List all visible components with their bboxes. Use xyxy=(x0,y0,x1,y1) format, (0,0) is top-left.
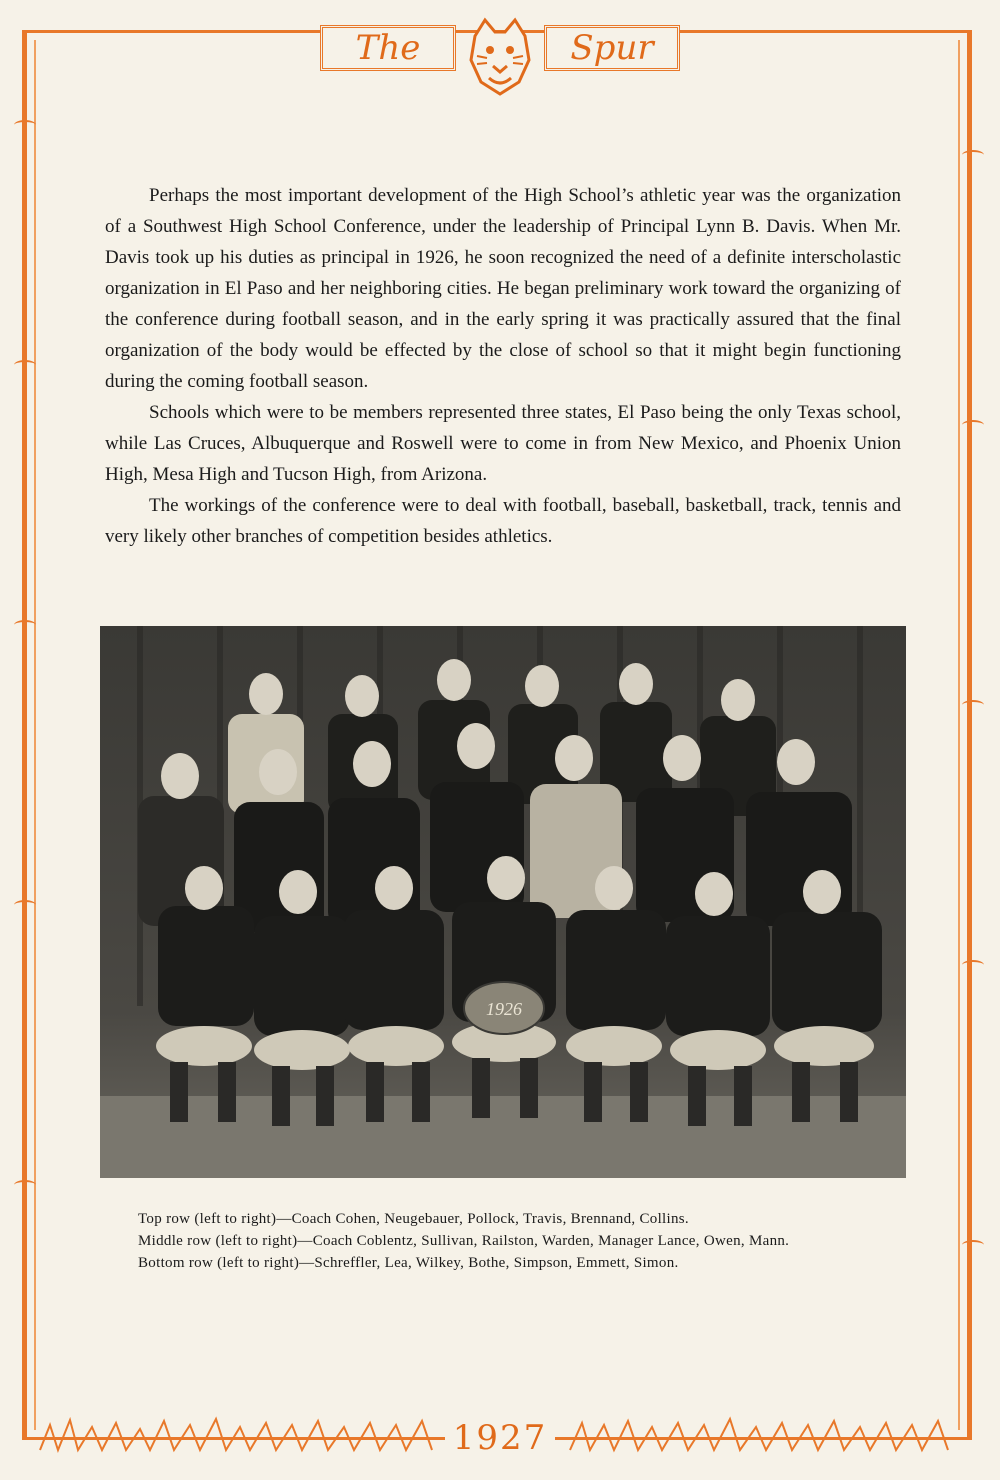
page-year: 1927 xyxy=(445,1418,555,1458)
article-body xyxy=(105,180,901,552)
leaf-icon xyxy=(962,1240,984,1250)
page-header xyxy=(320,18,680,78)
leaf-icon xyxy=(962,960,984,970)
header-title-right: Spur xyxy=(544,25,680,71)
caption-line: Bottom row (left to right)—Schreffler, Lea, Wilkey, Bothe, Simpson, Emmett, Simon. xyxy=(138,1255,679,1271)
photo-caption xyxy=(100,1208,906,1274)
leaf-icon xyxy=(14,620,36,630)
leaf-icon xyxy=(962,700,984,710)
leaf-icon xyxy=(962,150,984,160)
football-label: 1926 xyxy=(486,999,522,1019)
caption-line: Top row (left to right)—Coach Cohen, Neugebauer, Pollock, Travis, Brennand, Collins. xyxy=(138,1211,689,1227)
paragraph: Perhaps the most important development of the High School’s athletic year was the organization of a Southwest High School Conference, under the leadership of Principal Lynn B. Davis. When Mr. Davis took up his duties as principal in 1926, he soon recognized the need of a definite interscholastic organization in El Paso and her neighboring cities. He began preliminary work toward the organizing of the conference during football season, and in the early spring it was practically assured that the final organization of the body would be effected by the close of school so that it might begin functioning during the coming football season. xyxy=(105,185,901,392)
leaf-icon xyxy=(14,360,36,370)
team-photograph xyxy=(100,626,906,1178)
leaf-icon xyxy=(962,420,984,430)
team-photo-illustration xyxy=(100,626,906,1178)
paragraph: Schools which were to be members represented three states, El Paso being the only Texas school, while Las Cruces, Albuquerque and Roswell were to come in from New Mexico, and Phoenix Union High, Mesa High and Tucson High, from Arizona. xyxy=(105,402,901,485)
leaf-icon xyxy=(14,900,36,910)
leaf-icon xyxy=(14,120,36,130)
paragraph: The workings of the conference were to deal with football, baseball, basketball, track, tennis and very likely other branches of competition besides athletics. xyxy=(105,495,901,547)
leaf-icon xyxy=(14,1180,36,1190)
caption-line: Middle row (left to right)—Coach Coblentz, Sullivan, Railston, Warden, Manager Lance, Owen, Mann. xyxy=(138,1233,790,1249)
header-title-left: The xyxy=(320,25,456,71)
tiger-head-icon xyxy=(463,13,537,99)
